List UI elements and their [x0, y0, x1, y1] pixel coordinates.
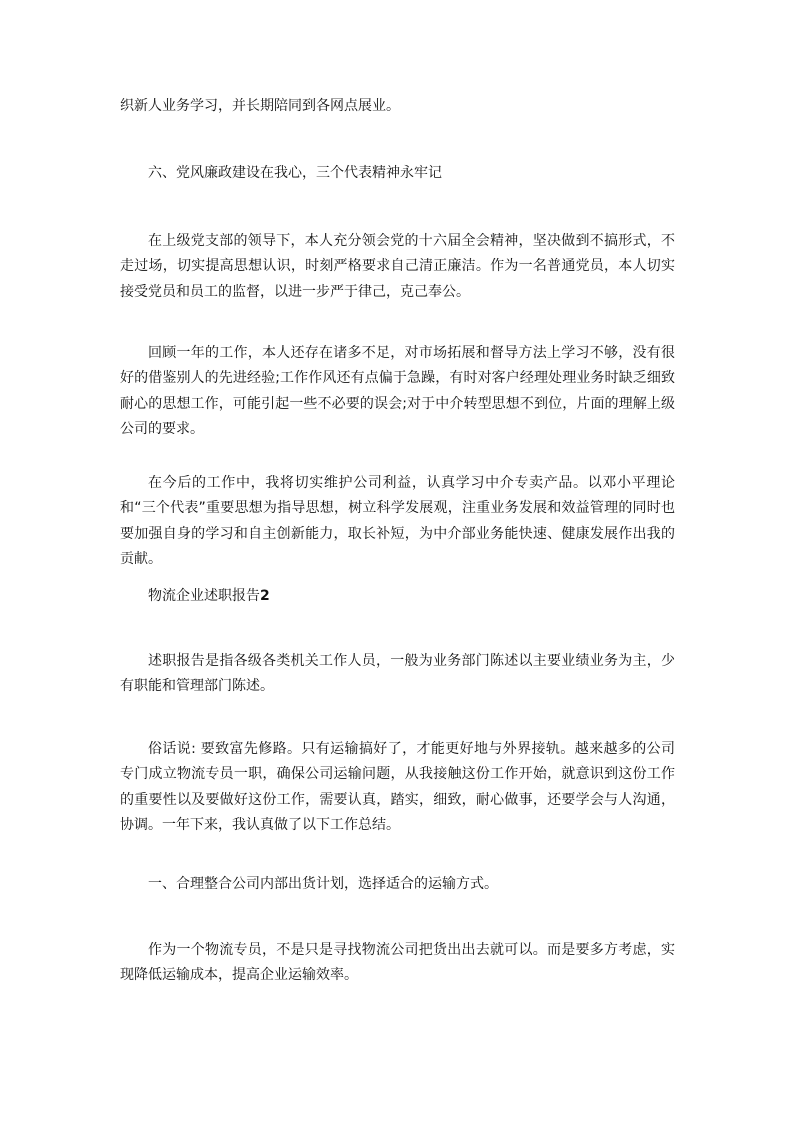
paragraph-logistics-specialist: 作为一个物流专员，不是只是寻找物流公司把货出出去就可以。而是要多方考虑，实现降低运输成本，提高企业运输效率。 [120, 942, 675, 984]
paragraph-continuation: 织新人业务学习，并长期陪同到各网点展业。 [120, 98, 400, 114]
paragraph-review-shortcomings: 回顾一年的工作，本人还存在诸多不足，对市场拓展和督导方法上学习不够，没有很好的借鉴别人的先进经验;工作作风还有点偏于急躁，有时对客户经理处理业务时缺乏细致耐心的思想工作，可能引起一些不必要的误会;对于中介转型思想不到位，片面的理解上级公司的要求。 [120, 345, 675, 438]
report-title-text: 物流企业述职报告 [148, 588, 260, 604]
paragraph-future-plans: 在今后的工作中，我将切实维护公司利益，认真学习中介专卖产品。以邓小平理论和“三个代表”重要思想为指导思想，树立科学发展观，注重业务发展和效益管理的同时也要加强自身的学习和自主创新能力，取长补短，为中介部业务能快速、健康发展作出我的贡献。 [120, 475, 675, 568]
paragraph-logistics-intro: 俗话说: 要致富先修路。只有运输搞好了，才能更好地与外界接轨。越来越多的公司专门成立物流专员一职，确保公司运输问题，从我接触这份工作开始，就意识到这份工作的重要性以及要做好这份工作，需要认真，踏实，细致，耐心做事，还要学会与人沟通，协调。一年下来，我认真做了以下工作总结。 [120, 741, 675, 834]
report-title-number: 2 [260, 588, 270, 604]
section-heading-party-conduct: 六、党风廉政建设在我心，三个代表精神永牢记 [148, 165, 442, 181]
paragraph-party-discipline: 在上级党支部的领导下，本人充分领会党的十六届全会精神，坚决做到不搞形式，不走过场，切实提高思想认识，时刻严格要求自己清正廉洁。作为一名普通党员，本人切实接受党员和员工的监督，以进一步严于律己，克己奉公。 [120, 233, 675, 300]
report-title [120, 584, 675, 609]
section-heading-shipping-plan: 一、合理整合公司内部出货计划，选择适合的运输方式。 [148, 876, 498, 892]
paragraph-report-definition: 述职报告是指各级各类机关工作人员，一般为业务部门陈述以主要业绩业务为主，少有职能和管理部门陈述。 [120, 653, 675, 695]
